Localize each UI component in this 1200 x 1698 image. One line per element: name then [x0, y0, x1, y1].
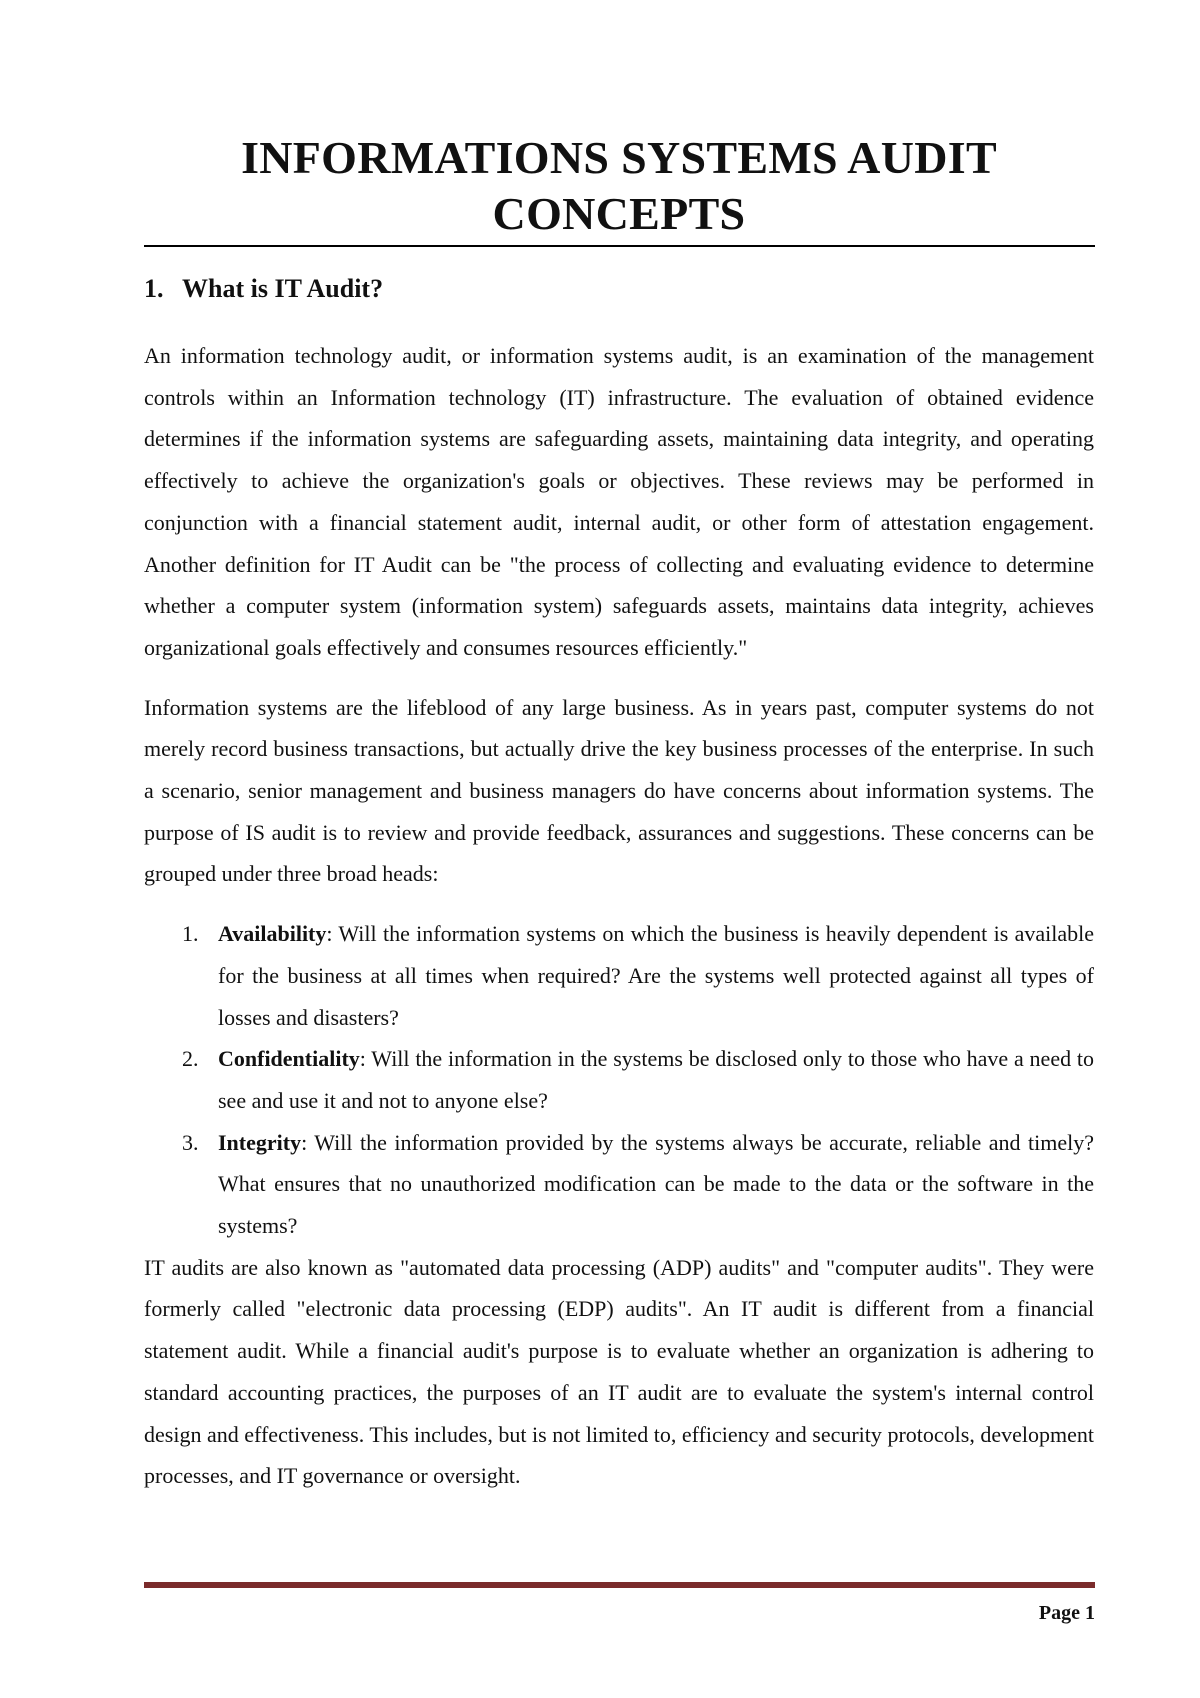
list-item-text: : Will the information systems on which the business is heavily dependent is available for the business at all times when required? Are the systems well protected against all types of losses and disasters? — [218, 921, 1094, 1030]
paragraph-it-audit-definition: An information technology audit, or information systems audit, is an examination of the management controls within an Information technology (IT) infrastructure. The evaluation of obtained evidence determines if the information systems are safeguarding assets, maintaining data integrity, and operating effectively to achieve the organization's goals or objectives. These reviews may be performed in conjunction with a financial statement audit, internal audit, or other form of attestation engagement. Another definition for IT Audit can be "the process of collecting and evaluating evidence to determine whether a computer system (information system) safeguards assets, maintains data integrity, achieves organizational goals effectively and consumes resources efficiently." — [144, 343, 1094, 660]
list-item-term: Confidentiality — [218, 1046, 360, 1072]
paragraph-information-systems: Information systems are the lifeblood of any large business. As in years past, computer systems do not merely record business transactions, but actually drive the key business processes of the enterprise. In such a scenario, senior management and business managers do have concerns about information systems. The purpose of IS audit is to review and provide feedback, assurances and suggestions. These concerns can be grouped under three broad heads: — [144, 694, 1094, 887]
list-item-text: : Will the information provided by the systems always be accurate, reliable and timely? What ensures that no unauthorized modification can be made to the data or the software in the systems? — [218, 1129, 1094, 1239]
list-item-number: 1. — [182, 921, 199, 947]
title-line-1: INFORMATIONS SYSTEMS AUDIT — [241, 132, 997, 183]
body-text — [144, 335, 1094, 1515]
title-line-2: CONCEPTS — [492, 188, 746, 239]
paragraph-it-audit-aliases: IT audits are also known as "automated data processing (ADP) audits" and "computer audits". They were formerly called "electronic data processing (EDP) audits". An IT audit is different from a financial statement audit. While a financial audit's purpose is to evaluate whether an organization is adhering to standard accounting practices, the purposes of an IT audit are to evaluate the system's internal control design and effectiveness. This includes, but is not limited to, efficiency and security protocols, development processes, and IT governance or oversight. — [144, 1254, 1094, 1489]
title-underline — [144, 245, 1095, 247]
document-title — [144, 130, 1094, 242]
list-item-integrity — [144, 1122, 1094, 1247]
list-item-number: 2. — [182, 1046, 199, 1072]
section-number: 1. — [144, 274, 164, 303]
list-item-text: : Will the information in the systems be disclosed only to those who have a need to see and use it and not to anyone else? — [218, 1046, 1094, 1113]
list-item-term: Availability — [218, 921, 327, 947]
list-item-availability — [144, 913, 1094, 1038]
list-item-confidentiality — [144, 1038, 1094, 1121]
list-item-number: 3. — [182, 1129, 199, 1155]
section-heading-text: What is IT Audit? — [182, 274, 384, 303]
concerns-list — [144, 913, 1094, 1247]
page-number: Page 1 — [1038, 1602, 1095, 1624]
list-item-term: Integrity — [218, 1129, 302, 1155]
section-heading — [144, 272, 383, 306]
footer-rule — [144, 1582, 1095, 1588]
